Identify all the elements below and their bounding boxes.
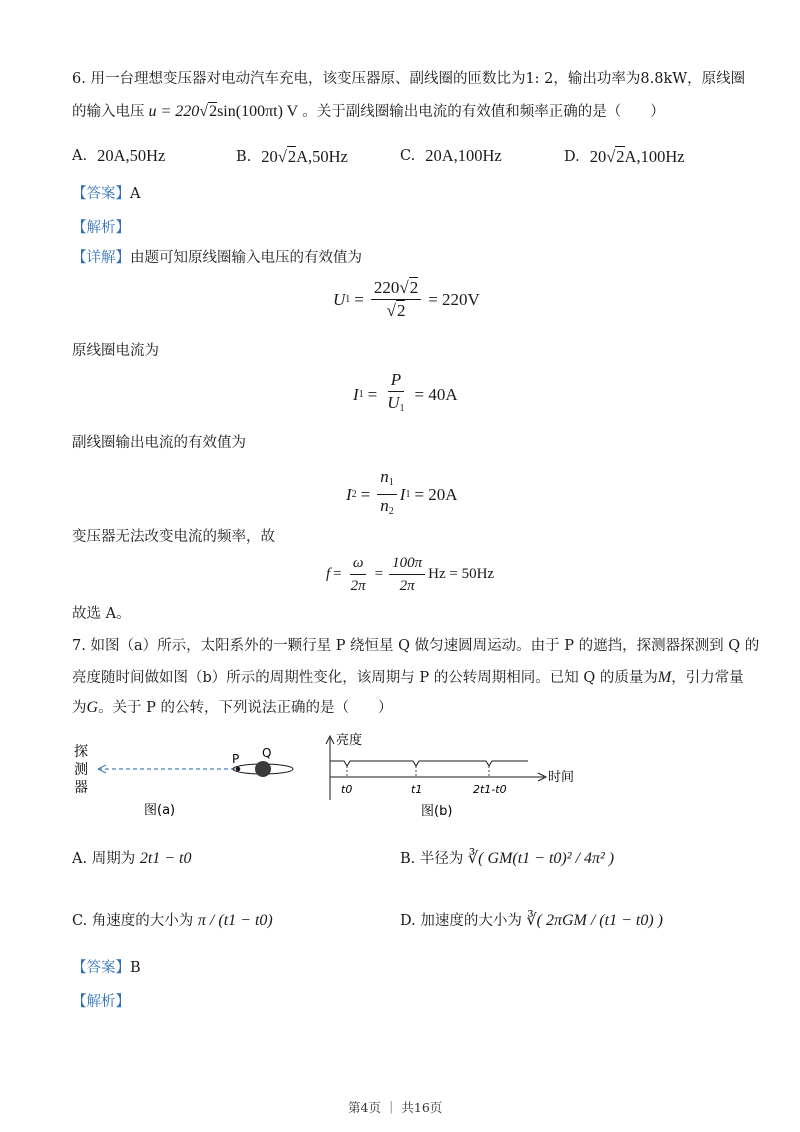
q6-answer-tag: 【答案】 <box>72 186 130 202</box>
q6-option-d-letter: D. <box>564 148 580 165</box>
q7-mass-var: M <box>657 669 672 686</box>
eq1-lhs: U <box>333 289 346 309</box>
figure-b <box>318 730 588 822</box>
q7-stem-line2-end: ，引力常量 <box>671 670 744 686</box>
q6-option-b-post: A,50Hz <box>296 146 348 166</box>
eq3-fraction <box>377 467 397 522</box>
q6-option-b-pre: 20 <box>261 146 278 166</box>
q7-option-b-text: B. 半径为 <box>400 851 464 867</box>
detector-char-3: 器 <box>74 780 88 796</box>
label-q: Q <box>262 746 272 760</box>
q6-stem-line1: 6. 用一台理想变压器对电动汽车充电，该变压器原、副线圈的匝数比为1: 2，输出功率为8.8kW，原线圈 <box>72 71 746 87</box>
q6-option-c-text: 20A,100Hz <box>425 146 502 165</box>
eq1-fraction: $\frac{220√2}{√2}$ <box>371 278 421 321</box>
q7-option-d-expr: ∛( 2πGM / (t1 − t0) ) <box>526 912 663 929</box>
eq4-num2: 100π <box>389 553 425 575</box>
q7-option-d <box>400 910 663 932</box>
q6-option-d-pre: 20 <box>589 146 607 166</box>
star-q <box>255 761 271 777</box>
eq4-fraction-2 <box>389 553 425 596</box>
eq3-mul-sub: 1 <box>405 489 411 500</box>
q6-option-a-letter: A. <box>72 148 88 164</box>
q6-detail-intro: 由题可知原线圈输入电压的有效值为 <box>130 250 362 266</box>
q6-option-d-post: A,100Hz <box>624 146 685 166</box>
q6-voltage-root: √2 <box>199 103 218 120</box>
detector-char-1: 探 <box>74 744 88 760</box>
q6-option-d-root: 2 <box>616 147 625 166</box>
q6-conclusion: 故选 A。 <box>72 606 131 622</box>
label-p: P <box>232 752 240 766</box>
q6-answer-value: A <box>130 186 141 202</box>
figure-a <box>66 738 316 822</box>
eq2-den-sub: 1 <box>399 403 405 414</box>
q6-stem-line2-post: 。关于副线圈输出电流的有效值和频率正确的是（ ） <box>302 104 665 120</box>
eq1-num-root: 2 <box>409 278 419 297</box>
q6-answer <box>72 183 140 205</box>
eq3-den-sub: 2 <box>388 506 394 517</box>
y-axis-label: 亮度 <box>336 733 363 748</box>
eq3-lhs-sub: 2 <box>351 489 357 500</box>
q6-equation-i1: I 1 = $\frac{P}{U_1}$ = 40A <box>353 370 458 419</box>
q7-stem-line3-post: 。关于 P 的公转，下列说法正确的是（ ） <box>98 700 393 716</box>
q6-voltage-expr-rest: sin(100πt) V <box>217 103 299 120</box>
q6-option-c <box>400 146 502 166</box>
q6-line-primary-current: 原线圈电流为 <box>72 343 159 359</box>
eq3-den: n <box>380 496 389 515</box>
eq1-rhs: = 220V <box>428 289 480 309</box>
figure-b-caption: 图(b) <box>421 804 453 819</box>
eq4-den1: 2π <box>350 578 366 594</box>
eq2-den: U <box>387 393 400 412</box>
eq2-fraction <box>384 370 407 419</box>
q7-answer <box>72 957 141 979</box>
q6-detail <box>72 247 362 269</box>
q7-option-a-expr: 2t1 − t0 <box>139 850 192 867</box>
page-footer: 第4页 ｜ 共16页 <box>348 1100 443 1115</box>
eq1-num-pre: 220 <box>373 278 400 297</box>
detector-char-2: 测 <box>74 762 88 778</box>
q6-option-c-letter: C. <box>400 148 416 164</box>
q6-voltage-root-value: 2 <box>209 103 218 120</box>
eq3-num-sub: 1 <box>388 477 394 488</box>
q6-voltage-expr-lhs: u = 220 <box>148 103 200 120</box>
q7-option-a-text: A. 周期为 <box>72 851 136 867</box>
q7-option-b-expr: ∛( GM(t1 − t0)² / 4π² ) <box>467 850 615 867</box>
figure-a-caption: 图(a) <box>144 803 176 818</box>
eq1-lhs-sub: 1 <box>345 294 351 305</box>
q6-stem-line2 <box>72 101 665 123</box>
x-axis-label: 时间 <box>548 770 575 785</box>
eq4-num1: ω <box>350 553 367 575</box>
tick-label-2t1-t0: 2t1-t0 <box>473 783 507 796</box>
eq2-lhs-sub: 1 <box>358 389 364 400</box>
q6-equation-i2: I 2 = $\frac{n_1}{n_2}$ I 1 = 20A <box>346 467 458 522</box>
q6-option-b: B. 20 √ 2 A,50Hz <box>236 146 348 166</box>
q6-equation-f: f = $\frac{\omega}{2\pi}$ = $\frac{100\pi}{2\pi}$ Hz = 50Hz <box>326 555 495 594</box>
q7-option-c <box>72 910 273 932</box>
eq4-lhs: f <box>326 566 331 582</box>
q7-stem-line2 <box>72 667 744 689</box>
q7-analysis-tag: 【解析】 <box>72 994 130 1010</box>
eq4-den2: 2π <box>399 578 415 594</box>
q7-option-c-expr: π / (t1 − t0) <box>197 912 273 929</box>
q6-line-frequency: 变压器无法改变电流的频率，故 <box>72 529 275 545</box>
q7-option-d-text: D. 加速度的大小为 <box>400 913 522 929</box>
q6-option-a-text: 20A,50Hz <box>97 146 166 165</box>
q6-option-b-root: 2 <box>287 147 297 166</box>
q6-option-b-letter: B. <box>236 148 252 165</box>
tick-label-t1: t1 <box>411 783 423 796</box>
eq4-rhs: Hz = 50Hz <box>428 566 495 582</box>
q7-option-c-text: C. 角速度的大小为 <box>72 913 194 929</box>
q7-stem-line3 <box>72 697 393 719</box>
brightness-curve <box>330 761 528 766</box>
eq1-den-root: 2 <box>396 301 406 320</box>
q6-option-d: D. 20 √ 2 A,100Hz <box>564 146 685 166</box>
q7-option-a <box>72 848 192 870</box>
eq3-mul: I <box>399 484 406 504</box>
q7-answer-value: B <box>130 960 141 976</box>
q6-line-secondary-current: 副线圈输出电流的有效值为 <box>72 435 246 451</box>
eq3-rhs: = 20A <box>414 484 458 504</box>
q6-stem-line2-pre: 的输入电压 <box>72 104 145 120</box>
q6-analysis-tag: 【解析】 <box>72 220 130 236</box>
q6-equation-u1: U 1 = $\frac{220√2}{√2}$ = 220V <box>333 278 480 320</box>
eq4-fraction-1 <box>348 553 369 596</box>
planet-p <box>236 767 241 772</box>
q6-detail-tag: 【详解】 <box>72 250 130 266</box>
q7-option-b <box>400 848 614 870</box>
q7-stem-line3-pre: 为 <box>72 700 87 716</box>
q7-answer-tag: 【答案】 <box>72 960 130 976</box>
eq2-rhs: = 40A <box>414 384 458 404</box>
q7-stem-line1: 7. 如图（a）所示，太阳系外的一颗行星 P 绕恒星 Q 做匀速圆周运动。由于 P 的遮挡，探测器探测到 Q 的 <box>72 638 760 654</box>
q7-g-var: G <box>86 699 99 716</box>
eq3-lhs: I <box>346 484 352 504</box>
q6-option-a <box>72 146 165 166</box>
eq2-lhs: I <box>353 384 359 404</box>
eq3-num: n <box>380 467 389 486</box>
tick-label-t0: t0 <box>341 783 353 796</box>
q7-stem-line2-text: 亮度随时间做如图（b）所示的周期性变化，该周期与 P 的公转周期相同。已知 Q 的质量为 <box>72 670 658 686</box>
eq2-num: P <box>388 370 404 392</box>
